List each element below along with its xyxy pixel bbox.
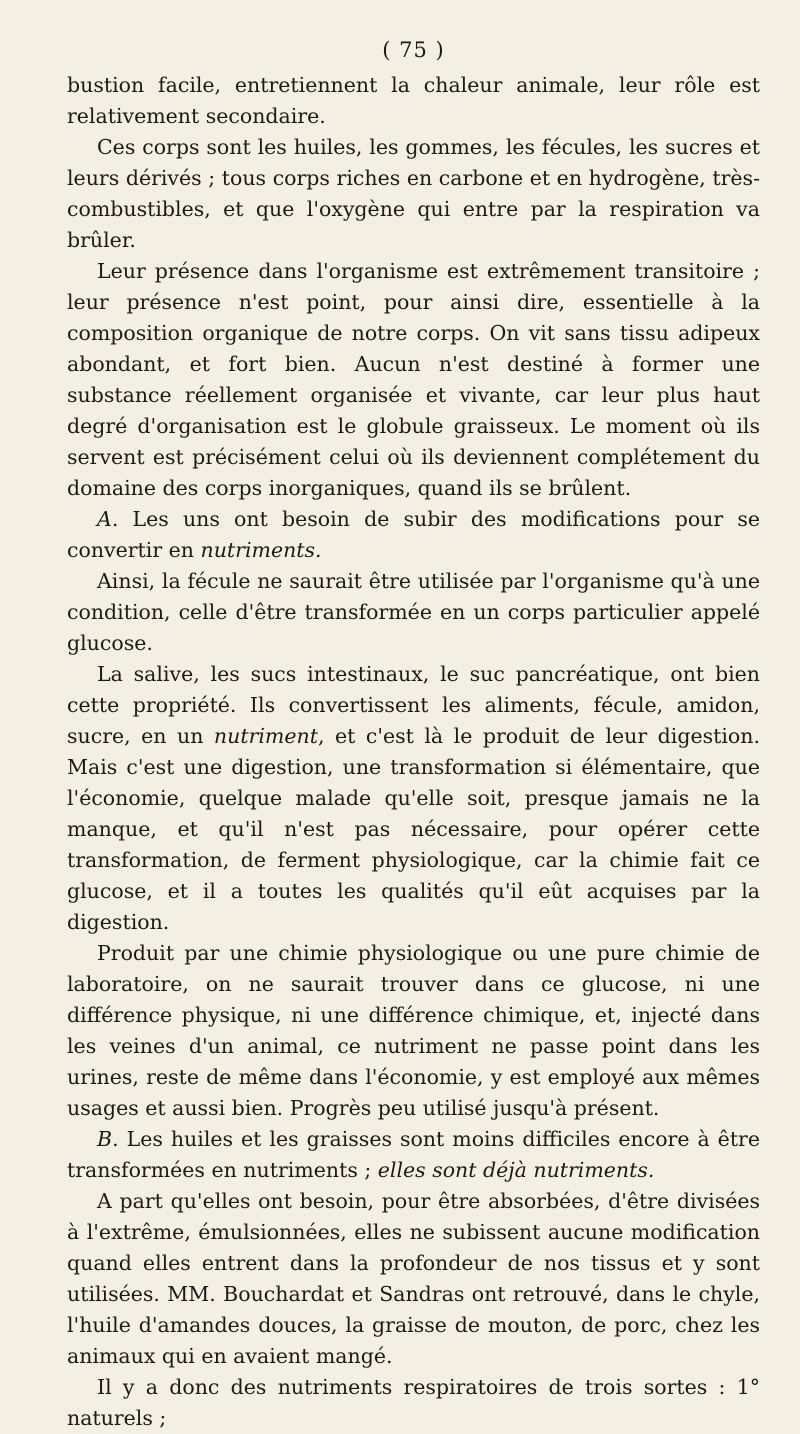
paragraph (67, 659, 760, 938)
paragraph (67, 1124, 760, 1186)
text-run: Il y a donc des nutriments respiratoires de trois sortes : 1° naturels ; (67, 1375, 760, 1430)
text-run: La salive, les sucs intestinaux, le suc pancréatique, ont bien cette propriété. Ils convertissent les aliments, fécule, amidon, sucre, en un (67, 662, 760, 748)
italic-text: B (97, 1127, 113, 1151)
text-run: Ainsi, la fécule ne saurait être utilisée par l'organisme qu'à une condition, celle d'être transformée en un corps particulier appelé glucose. (67, 569, 760, 655)
paragraph (67, 938, 760, 1124)
italic-text: nutriment (213, 724, 318, 748)
text-run: Produit par une chimie physiologique ou une pure chimie de laboratoire, on ne saurait trouver dans ce glucose, ni une différence physique, ni une différence chimique, et, injecté dans les veines d'un animal, ce nutriment ne passe point dans les urines, reste de même dans l'économie, y est employé aux mêmes usages et aussi bien. Progrès peu utilisé jusqu'à présent. (67, 941, 760, 1120)
paragraph (67, 132, 760, 256)
body-text (67, 70, 760, 1434)
italic-text: A (97, 507, 112, 531)
page-number: ( 75 ) (382, 38, 445, 62)
paragraph (67, 1186, 760, 1372)
text-run: , et c'est là le produit de leur digestion. Mais c'est une digestion, une transformation si élémentaire, que l'économie, quelque malade qu'elle soit, presque jamais ne la manque, et qu'il n'est pas nécessaire, pour opérer cette transformation, de ferment physiologique, car la chimie fait ce glucose, et il a toutes les qualités qu'il eût acquises par la digestion. (67, 724, 760, 934)
paragraph (67, 256, 760, 504)
text-run: . Les huiles et les graisses sont moins difficiles encore à être transformées en nutriments ; (67, 1127, 760, 1182)
italic-text: nutriments. (200, 538, 322, 562)
text-run: A part qu'elles ont besoin, pour être absorbées, d'être divisées à l'extrême, émulsionnées, elles ne subissent aucune modification quand elles entrent dans la profondeur de nos tissus et y sont utilisées. MM. Bouchardat et Sandras ont retrouvé, dans le chyle, l'huile d'amandes douces, la graisse de mouton, de porc, chez les animaux qui en avaient mangé. (67, 1189, 760, 1368)
text-run: . Les uns ont besoin de subir des modifications pour se convertir en (67, 507, 760, 562)
paragraph (67, 70, 760, 132)
paragraph (67, 566, 760, 659)
text-run: Leur présence dans l'organisme est extrêmement transitoire ; leur présence n'est point, pour ainsi dire, essentielle à la composition organique de notre corps. On vit sans tissu adipeux abondant, et fort bien. Aucun n'est destiné à former une substance réellement organisée et vivante, car leur plus haut degré d'organisation est le globule graisseux. Le moment où ils servent est précisément celui où ils deviennent complétement du domaine des corps inorganiques, quand ils se brûlent. (67, 259, 760, 500)
italic-text: elles sont déjà nutriments. (377, 1158, 655, 1182)
paragraph (67, 1372, 760, 1434)
paragraph (67, 504, 760, 566)
text-run: bustion facile, entretiennent la chaleur animale, leur rôle est relativement secondaire. (67, 73, 760, 128)
text-run: Ces corps sont les huiles, les gommes, les fécules, les sucres et leurs dérivés ; tous corps riches en carbone et en hydrogène, très-combustibles, et que l'oxygène qui entre par la respiration va brûler. (67, 135, 760, 252)
